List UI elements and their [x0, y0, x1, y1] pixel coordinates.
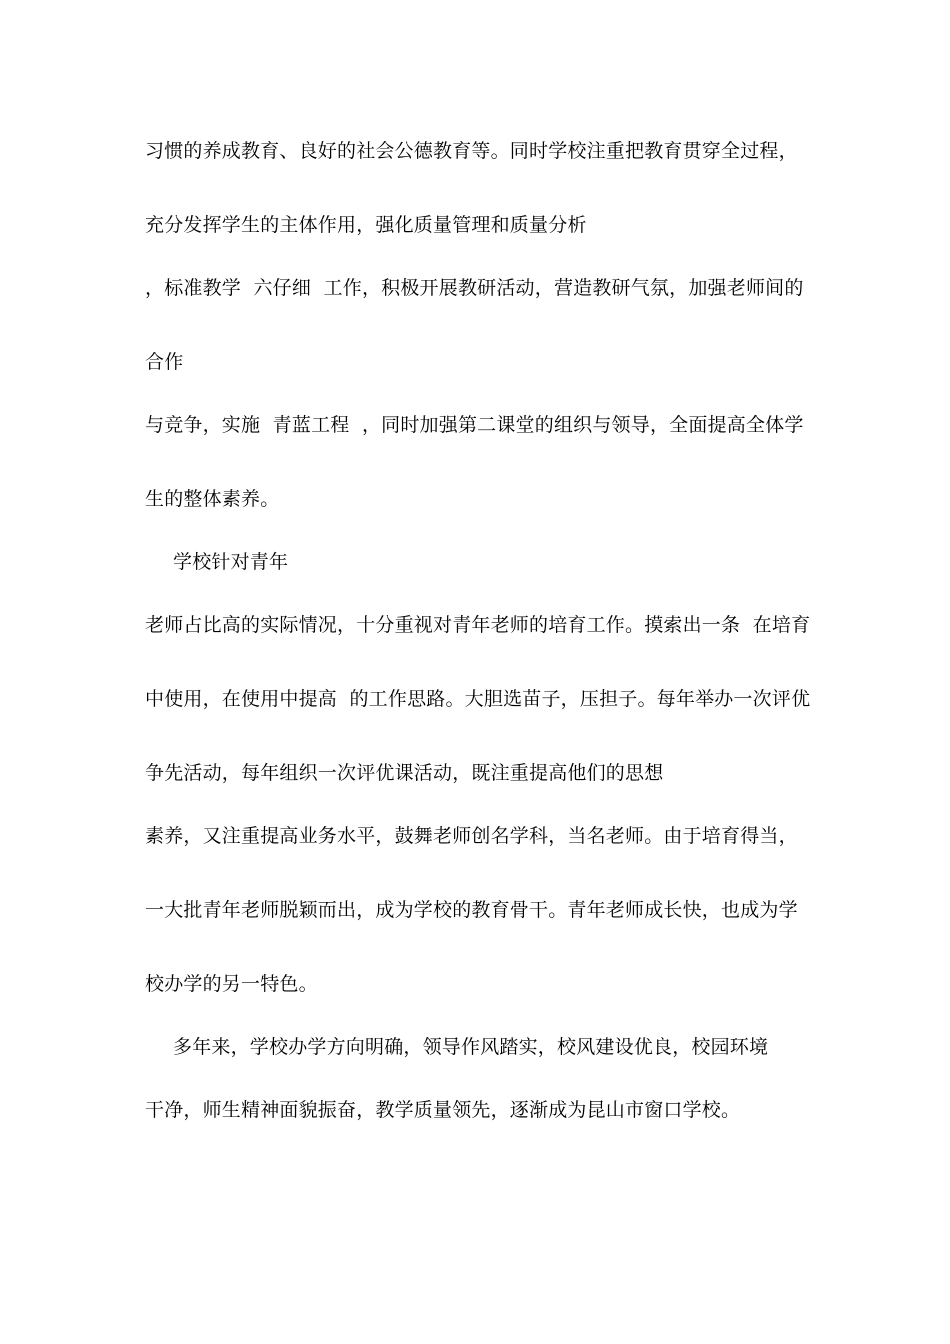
text-line: 干净，师生精神面貌振奋，教学质量领先，逐渐成为昆山市窗口学校。	[145, 1099, 741, 1121]
text-line: 争先活动，每年组织一次评优课活动，既注重提高他们的思想	[145, 762, 664, 784]
text-line: ，标准教学 六仔细 工作，积极开展教研活动，营造教研气氛，加强老师间的	[145, 277, 804, 299]
text-line: 一大批青年老师脱颖而出，成为学校的教育骨干。青年老师成长快，也成为学	[145, 899, 798, 921]
text-line: 与竞争，实施 青蓝工程 ，同时加强第二课堂的组织与领导，全面提高全体学	[145, 414, 804, 436]
text-line: 老师占比高的实际情况，十分重视对青年老师的培育工作。摸索出一条 在培育	[145, 614, 811, 636]
text-line: 中使用，在使用中提高 的工作思路。大胆选苗子，压担子。每年举办一次评优	[145, 688, 811, 710]
text-line: 生的整体素养。	[145, 488, 280, 510]
paragraph-start-line: 学校针对青年	[173, 551, 289, 573]
text-line: 充分发挥学生的主体作用，强化质量管理和质量分析	[145, 214, 587, 236]
text-line: 素养，又注重提高业务水平，鼓舞老师创名学科，当名老师。由于培育得当，	[145, 825, 798, 847]
text-line: 合作	[145, 351, 184, 373]
text-line: 校办学的另一特色。	[145, 973, 318, 995]
paragraph-start-line: 多年来，学校办学方向明确，领导作风踏实，校风建设优良，校园环境	[173, 1036, 769, 1058]
text-line: 习惯的养成教育、良好的社会公德教育等。同时学校注重把教育贯穿全过程，	[145, 140, 798, 162]
